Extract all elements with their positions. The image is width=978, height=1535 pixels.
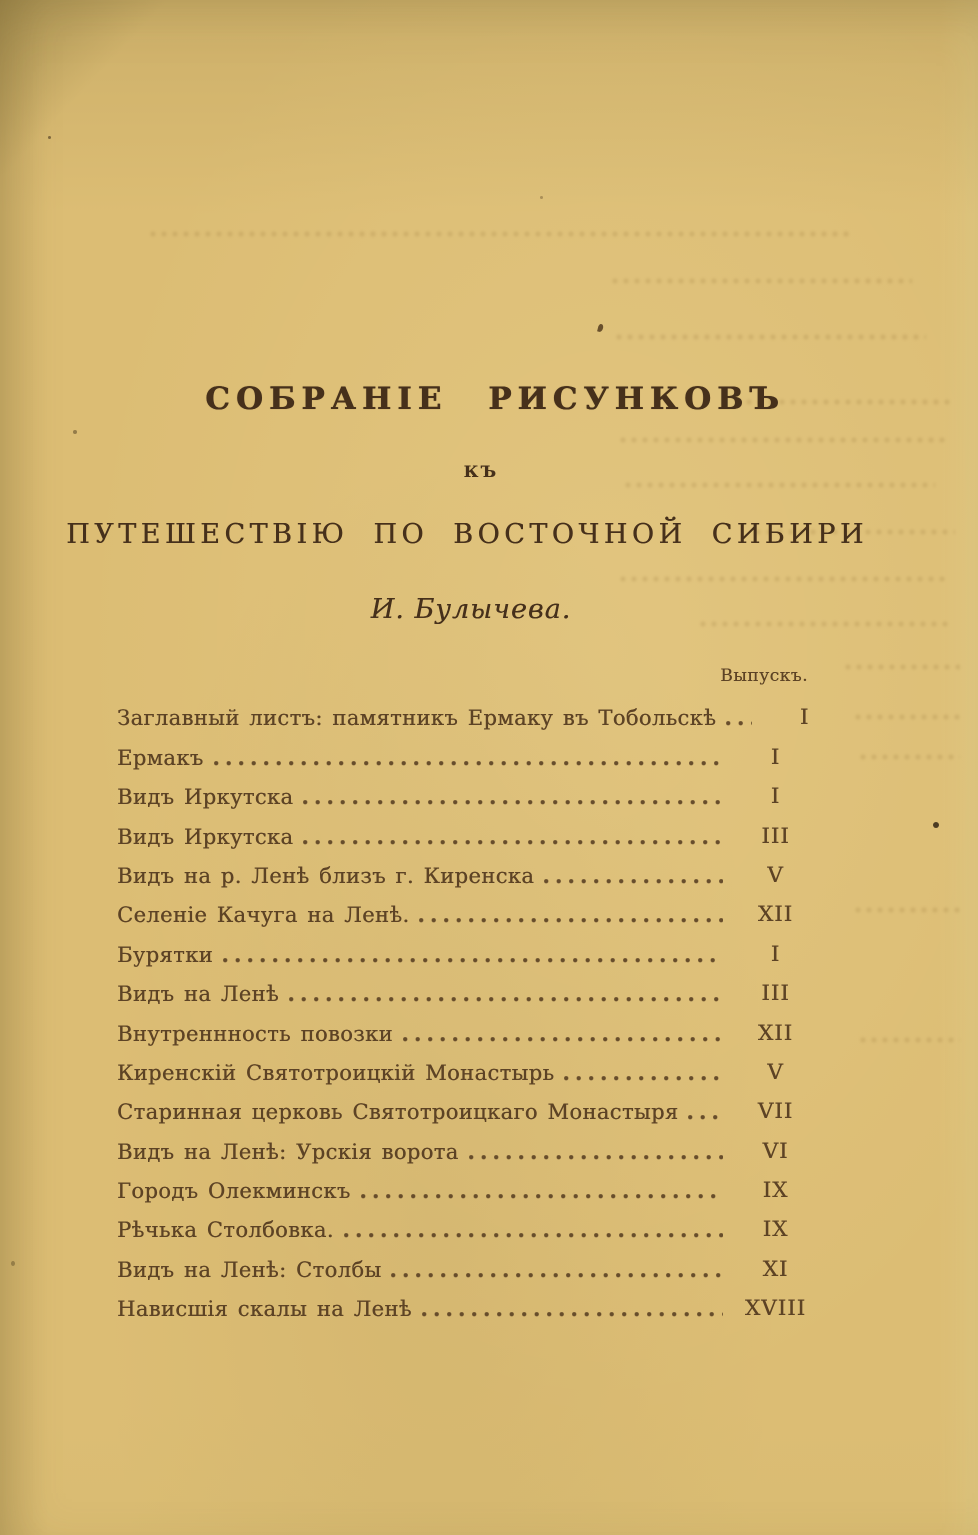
entry-issue: XII	[757, 1020, 794, 1046]
entry-issue: V	[767, 1059, 784, 1085]
entry-row	[117, 814, 824, 853]
entry-row	[117, 696, 824, 735]
entry-title: Заглавный листъ: памятникъ Ермаку въ Тобольскѣ	[117, 706, 717, 731]
entry-title: Городъ Олекминскъ	[117, 1179, 351, 1204]
entry-title: Видъ Иркутска	[117, 824, 294, 849]
entry-issue: I	[770, 784, 781, 810]
entry-issue: IX	[762, 1178, 789, 1204]
entry-title: Бурятки	[117, 942, 214, 967]
entry-row	[117, 1169, 824, 1208]
entry-title: Киренскій Святотроицкій Монастырь	[117, 1060, 555, 1085]
ink-speck	[597, 324, 604, 333]
bleed-through-line	[150, 229, 850, 239]
bleed-through-line	[612, 276, 912, 286]
leader-dots	[303, 800, 723, 805]
leader-dots	[391, 1273, 723, 1278]
page-title: СОБРАНІЕ РИСУНКОВЪ	[205, 381, 785, 417]
bleed-through-line	[620, 574, 950, 584]
entry-row	[117, 972, 824, 1011]
entry-issue: I	[770, 744, 781, 770]
leader-dots	[688, 1115, 723, 1120]
entry-title: Видъ Иркутска	[117, 785, 294, 810]
bleed-through-line	[855, 905, 965, 915]
leader-dots	[469, 1155, 723, 1160]
entry-row	[117, 1247, 824, 1286]
entry-row	[117, 1129, 824, 1168]
entry-title: Видъ на Ленѣ: Столбы	[117, 1257, 382, 1282]
entry-issue: VII	[757, 1099, 794, 1125]
entry-issue: V	[767, 862, 784, 888]
entry-row	[117, 1208, 824, 1247]
leader-dots	[422, 1312, 723, 1317]
bleed-through-line	[620, 435, 950, 445]
leader-dots	[403, 1037, 723, 1042]
entry-row	[117, 1090, 824, 1129]
entry-issue: III	[761, 823, 790, 849]
bleed-through-line	[625, 480, 935, 490]
leader-dots	[289, 997, 723, 1002]
leader-dots	[214, 761, 723, 766]
entry-title: Нависшія скалы на Ленѣ	[117, 1297, 412, 1322]
entry-issue: I	[799, 705, 810, 731]
page-subtitle: ПУТЕШЕСТВІЮ ПО ВОСТОЧНОЙ СИБИРИ	[66, 519, 868, 550]
entry-title: Рѣчька Столбовка.	[117, 1218, 334, 1243]
ink-speck	[73, 430, 77, 434]
entry-issue: XI	[762, 1256, 789, 1282]
entry-issue: XVIII	[744, 1296, 807, 1322]
entry-title: Ермакъ	[117, 745, 204, 770]
entry-title: Видъ на Ленѣ	[117, 982, 279, 1007]
ink-speck	[11, 1261, 15, 1266]
bleed-through-line	[860, 1035, 960, 1045]
bleed-through-line	[845, 662, 960, 672]
leader-dots	[223, 958, 723, 963]
bleed-through-line	[860, 752, 960, 762]
leader-dots	[303, 840, 723, 845]
entry-issue: I	[770, 941, 781, 967]
entry-title: Видъ на р. Ленѣ близъ г. Киренска	[117, 863, 535, 888]
entry-row	[117, 1051, 824, 1090]
entry-row	[117, 735, 824, 774]
author-name: И. Булычева.	[370, 594, 572, 625]
entry-row	[117, 1287, 824, 1326]
ink-speck	[540, 196, 543, 199]
entry-row	[117, 854, 824, 893]
entry-row	[117, 775, 824, 814]
entry-title: Внутреннность повозки	[117, 1021, 393, 1046]
entry-row	[117, 932, 824, 971]
ink-speck	[48, 136, 51, 139]
leader-dots	[544, 879, 723, 884]
leader-dots	[564, 1076, 723, 1081]
leader-dots	[344, 1233, 723, 1238]
entries-list	[117, 696, 824, 1326]
issue-column-header: Выпускъ.	[720, 666, 808, 686]
entry-title: Старинная церковь Святотроицкаго Монастыря	[117, 1100, 679, 1125]
bleed-through-line	[855, 712, 960, 722]
entry-issue: IX	[762, 1217, 789, 1243]
entry-issue: III	[761, 981, 790, 1007]
leader-dots	[726, 721, 752, 726]
entry-row	[117, 893, 824, 932]
entry-issue: VI	[762, 1138, 789, 1164]
leader-dots	[361, 1194, 723, 1199]
title-connector: КЪ	[463, 462, 499, 481]
leader-dots	[419, 918, 723, 923]
ink-speck	[933, 822, 939, 828]
entry-title: Селеніе Качуга на Ленѣ.	[117, 903, 410, 928]
bleed-through-line	[616, 332, 926, 342]
entry-row	[117, 1011, 824, 1050]
entry-title: Видъ на Ленѣ: Урскія ворота	[117, 1139, 459, 1164]
entry-issue: XII	[757, 902, 794, 928]
